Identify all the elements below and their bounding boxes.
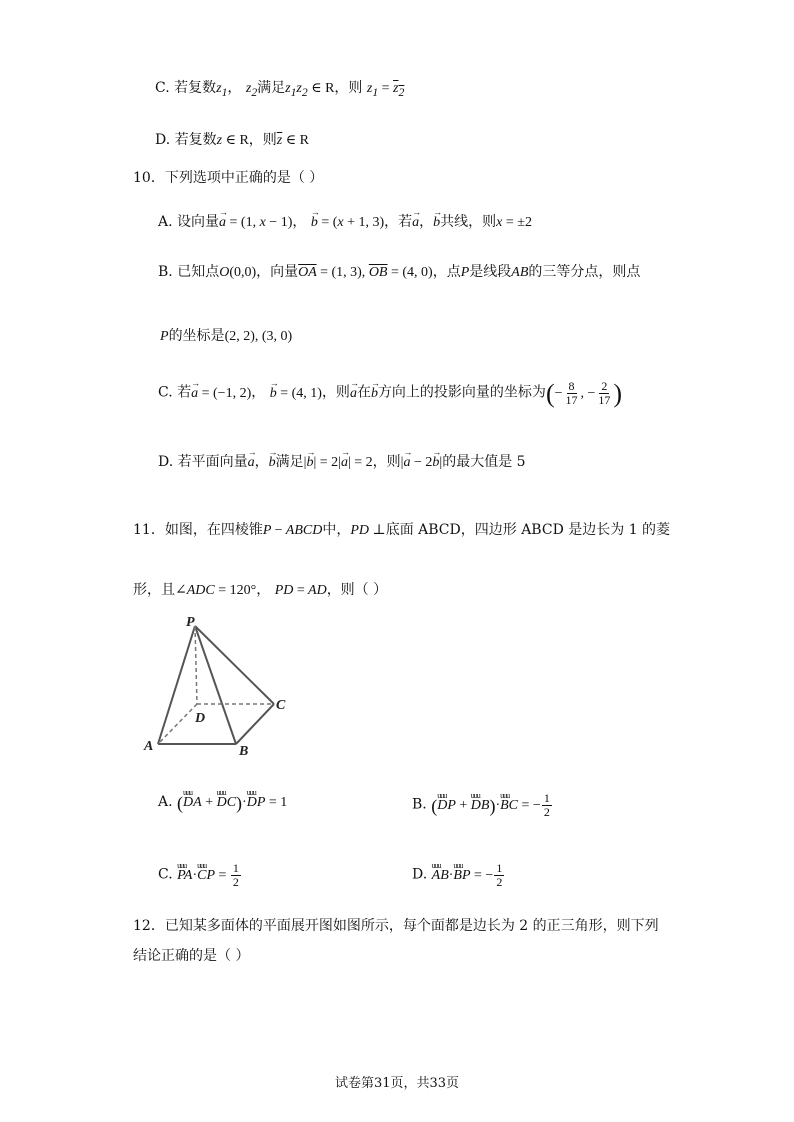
math-expr: P xyxy=(460,265,470,280)
option-label: A. xyxy=(158,214,173,230)
text: ，则 xyxy=(334,80,363,96)
edge-pb xyxy=(195,626,236,744)
label-c: C xyxy=(276,698,286,713)
q11-option-d xyxy=(412,862,505,889)
text: 在 xyxy=(356,384,371,401)
q10-option-b-cont xyxy=(160,326,292,347)
text: 的最大值是 5 xyxy=(442,454,526,470)
question-number: 10． xyxy=(133,170,165,186)
question-number: 11． xyxy=(133,522,165,538)
text: 若平面向量 xyxy=(177,454,248,470)
text: 满足 xyxy=(275,454,304,470)
q11-option-c xyxy=(158,862,242,889)
q9-option-c: C. 若复数$z_1$， $z_2$满足$z_1z_2$ ∈ R，则 $z_1 = z_2$ xyxy=(155,80,405,99)
edge-bc xyxy=(236,704,274,744)
option-label: C. xyxy=(158,384,173,401)
option-label: D. xyxy=(155,132,171,148)
option-label: D. xyxy=(158,454,174,470)
math-expr: → b xyxy=(433,215,440,230)
option-label: C. xyxy=(158,866,173,883)
math-expr: $z_1$ xyxy=(216,81,228,99)
text: 共线，则 xyxy=(440,214,497,230)
edge-pa xyxy=(158,626,195,744)
math-expr: uuu AB· uuu BP = − $\frac{1}{2}$ xyxy=(431,860,503,889)
text: 若 xyxy=(177,384,192,401)
text: ，则 xyxy=(372,454,401,470)
label-d: D xyxy=(195,711,206,726)
q12-stem-line1 xyxy=(133,916,659,936)
text: 形，且 xyxy=(133,582,175,598)
q10-stem xyxy=(133,168,323,188)
text: 若复数 xyxy=(174,132,217,148)
math-expr: → b xyxy=(371,386,378,401)
math-expr: → b xyxy=(269,455,276,470)
text: ，向量 xyxy=(256,264,299,280)
math-expr: → a = (−1, 2) xyxy=(191,386,251,401)
edge-pc xyxy=(195,626,274,704)
text: ，若 xyxy=(384,214,413,230)
label-p: P xyxy=(186,615,195,630)
text: 若复数 xyxy=(174,80,217,96)
option-label: B. xyxy=(412,796,427,813)
q9-option-d xyxy=(155,130,309,151)
option-label: C. xyxy=(155,80,170,96)
q11-stem-line1 xyxy=(133,520,670,541)
option-label: A. xyxy=(158,794,173,810)
math-expr: $z_2$ xyxy=(245,81,258,99)
question-text: 结论正确的是（ ） xyxy=(133,948,250,964)
math-expr: (− $\frac{8}{17}$ , − $\frac{2}{17}$ ) xyxy=(545,378,623,408)
text: 的坐标是 xyxy=(168,328,225,344)
math-expr: → a xyxy=(412,215,419,230)
math-expr: z ∈ R xyxy=(216,133,249,148)
math-expr: $z_1 = z_2$ xyxy=(366,81,405,99)
math-expr: → a xyxy=(350,386,357,401)
q12-stem-line2 xyxy=(133,946,249,966)
math-expr: ∠ADC = 120° xyxy=(175,583,257,598)
math-expr: x = ±2 xyxy=(496,215,532,230)
math-expr: P − ABCD xyxy=(262,523,323,538)
edge-pd xyxy=(195,626,197,704)
math-expr: O(0,0) xyxy=(219,265,257,280)
q11-stem-line2: 形，且∠ADC = 120°， PD = AD，则（ ） xyxy=(133,582,388,598)
math-expr: PD = AD xyxy=(274,583,327,598)
math-expr: → b = (x + 1, 3) xyxy=(311,215,384,230)
pyramid-figure xyxy=(140,612,290,757)
math-expr: → a xyxy=(248,455,255,470)
option-label: D. xyxy=(412,866,428,883)
q10-option-b xyxy=(158,262,640,283)
text: 底面 ABCD，四边形 ABCD 是边长为 1 的菱 xyxy=(385,522,671,538)
label-a: A xyxy=(144,739,154,754)
question-text: 下列选项中正确的是（ ） xyxy=(164,170,324,186)
q11-option-b xyxy=(412,792,553,819)
math-expr: → a = (1, x − 1) xyxy=(219,215,292,230)
math-expr: |→ b| = 2|→ a| = 2 xyxy=(304,455,373,470)
text: 已知点 xyxy=(177,264,220,280)
q10-option-c: C. 若→ a = (−1, 2)， → b = (4, 1)，则→ a在→ b方向上的投影向量的坐标为(− $\frac{8}{17}$ , − $\frac{2}{17}$ ) xyxy=(158,380,622,407)
page-footer: 试卷第31页，共33页 xyxy=(334,1076,460,1091)
question-text: 已知某多面体的平面展开图如图所示，每个面都是边长为 2 的正三角形，则下列 xyxy=(164,918,659,934)
math-expr: PD ⊥ xyxy=(350,523,386,538)
math-expr: uuu PA· uuu CP = $\frac{1}{2}$ xyxy=(177,860,239,889)
text: ，点 xyxy=(432,264,461,280)
text: 中， xyxy=(322,522,351,538)
text: 如图，在四棱锥 xyxy=(164,522,263,538)
math-expr: $\overline{z}$ ∈ R xyxy=(276,133,309,148)
math-expr: $z_1z_2$ ∈ R xyxy=(285,81,335,99)
math-expr: $\overline{OA} = (1$, 3), $\overline{OB} = (4$, 0) xyxy=(298,265,433,280)
math-expr: ( uuu DP + uuu DB)· uuu BC = − $\frac{1}{2}$ xyxy=(431,790,550,819)
question-number: 12． xyxy=(133,918,165,934)
text: ，则 xyxy=(248,132,277,148)
text: 设向量 xyxy=(177,214,220,230)
label-b: B xyxy=(239,744,249,757)
math-expr: → b = (4, 1) xyxy=(270,386,322,401)
math-expr: |→ a − 2→ b| xyxy=(401,455,443,470)
text: ，则 xyxy=(321,384,350,401)
math-expr: (2, 2), (3, 0) xyxy=(224,329,293,344)
option-label: B. xyxy=(158,264,173,280)
math-expr: P xyxy=(160,329,169,344)
math-expr: ( uuu DA + uuu DC)· uuu DP = 1 xyxy=(177,788,288,813)
math-expr: AB xyxy=(511,265,529,280)
q10-option-a: A. 设向量→ a = (1, x − 1)， → b = (x + 1, 3)，若→ a，→ b共线，则x = ±2 xyxy=(158,212,532,233)
text: 满足 xyxy=(257,80,286,96)
text: 方向上的投影向量的坐标为 xyxy=(377,384,546,401)
q10-option-d: D. 若平面向量→ a，→ b满足|→ b| = 2|→ a| = 2，则|→ a − 2→ b|的最大值是 5 xyxy=(158,452,526,473)
text: ，则（ ） xyxy=(326,582,388,598)
q11-option-a xyxy=(158,788,288,813)
text: 是线段 xyxy=(469,264,512,280)
text: 的三等分点，则点 xyxy=(528,264,641,280)
